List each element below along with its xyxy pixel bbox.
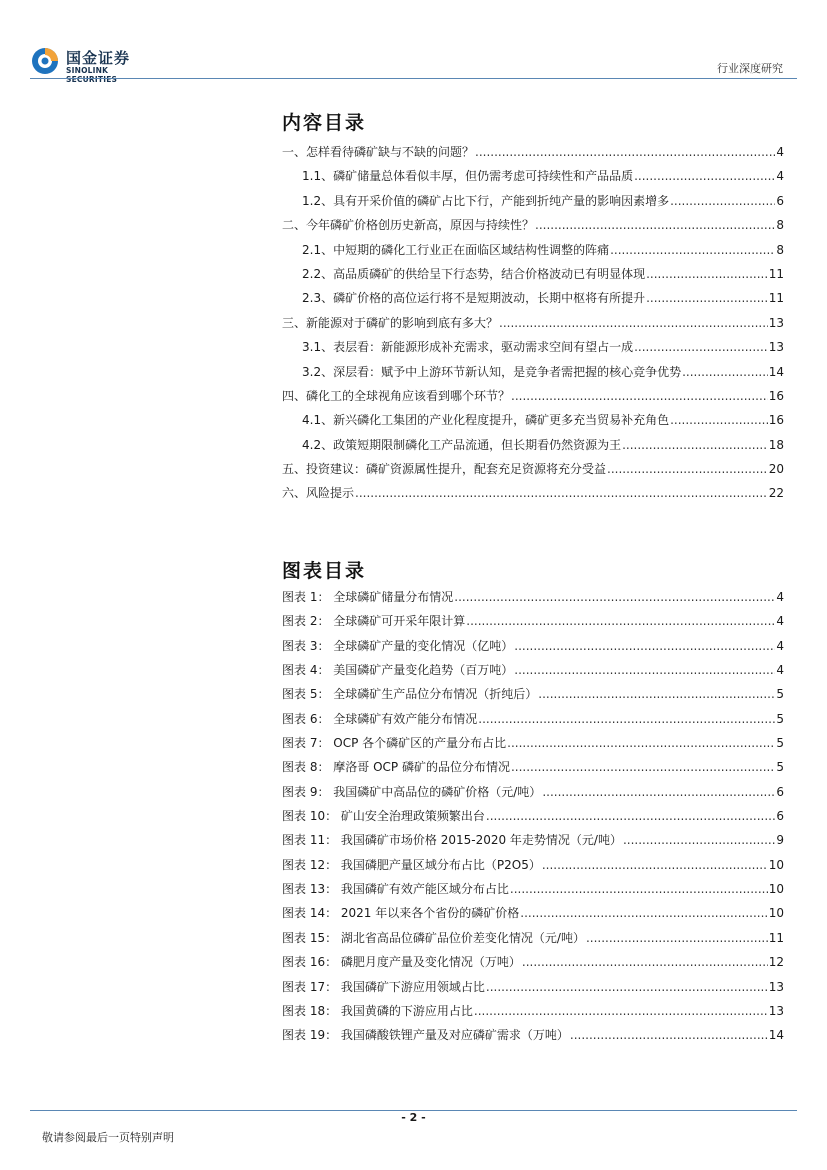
brand-name-en: SINOLINK SECURITIES — [66, 66, 118, 84]
dot-leader — [514, 663, 775, 677]
dot-leader — [511, 760, 775, 774]
entry-page-number: 6 — [776, 809, 784, 824]
toc-entry[interactable] — [282, 486, 784, 510]
entry-page-number: 6 — [776, 193, 784, 208]
brand-name-cn: 国金证券 — [66, 49, 131, 67]
entry-page-number: 5 — [776, 760, 784, 775]
entry-page-number: 14 — [768, 1028, 784, 1043]
entry-label: 4.2、政策短期限制磷化工产品流通，但长期看仍然资源为王 — [302, 437, 622, 452]
figure-entry[interactable] — [282, 809, 784, 833]
dot-leader — [535, 218, 775, 232]
dot-leader — [634, 340, 768, 354]
figure-entry[interactable] — [282, 980, 784, 1004]
entry-label: 图表 19： 我国磷酸铁锂产量及对应磷矿需求（万吨） — [282, 1028, 569, 1043]
toc-list — [282, 145, 784, 511]
dot-leader — [622, 438, 768, 452]
entry-label: 图表 15： 湖北省高品位磷矿品位价差变化情况（元/吨） — [282, 930, 585, 945]
entry-label: 五、投资建议：磷矿资源属性提升，配套充足资源将充分受益 — [282, 462, 607, 477]
entry-label: 3.2、深层看：赋予中上游环节新认知，是竞争者需把握的核心竞争优势 — [302, 364, 682, 379]
toc-entry[interactable] — [282, 389, 784, 413]
figure-entry[interactable] — [282, 712, 784, 736]
entry-page-number: 14 — [768, 364, 784, 379]
figure-entry[interactable] — [282, 1028, 784, 1052]
entry-label: 图表 11： 我国磷矿市场价格 2015-2020 年走势情况（元/吨） — [282, 833, 622, 848]
figure-entry[interactable] — [282, 590, 784, 614]
entry-page-number: 5 — [776, 687, 784, 702]
dot-leader — [520, 906, 767, 920]
toc-entry[interactable] — [282, 438, 784, 462]
toc-entry[interactable] — [282, 365, 784, 389]
entry-label: 2.3、磷矿价格的高位运行将不是短期波动，长期中枢将有所提升 — [302, 291, 646, 306]
toc-entry[interactable] — [282, 267, 784, 291]
figure-entry[interactable] — [282, 639, 784, 663]
dot-leader — [682, 365, 768, 379]
entry-page-number: 12 — [768, 955, 784, 970]
entry-label: 图表 14： 2021 年以来各个省份的磷矿价格 — [282, 906, 520, 921]
entry-page-number: 11 — [768, 930, 784, 945]
entry-page-number: 16 — [768, 388, 784, 403]
figure-entry[interactable] — [282, 906, 784, 930]
dot-leader — [475, 145, 775, 159]
entry-page-number: 16 — [768, 413, 784, 428]
entry-label: 3.1、表层看：新能源形成补充需求，驱动需求空间有望占一成 — [302, 340, 634, 355]
dot-leader — [507, 736, 775, 750]
figure-entry[interactable] — [282, 1004, 784, 1028]
dot-leader — [454, 590, 775, 604]
page-header — [0, 0, 827, 84]
entry-page-number: 6 — [776, 784, 784, 799]
entry-label: 1.1、磷矿储量总体看似丰厚，但仍需考虑可持续性和产品品质 — [302, 169, 634, 184]
toc-entry[interactable] — [282, 194, 784, 218]
entry-label: 4.1、新兴磷化工集团的产业化程度提升，磷矿更多充当贸易补充角色 — [302, 413, 670, 428]
dot-leader — [570, 1028, 768, 1042]
toc-entry[interactable] — [282, 316, 784, 340]
figure-entry[interactable] — [282, 785, 784, 809]
dot-leader — [670, 413, 768, 427]
entry-page-number: 13 — [768, 315, 784, 330]
dot-leader — [466, 614, 775, 628]
entry-page-number: 22 — [768, 486, 784, 501]
dot-leader — [610, 243, 775, 257]
dot-leader — [623, 833, 775, 847]
entry-page-number: 4 — [776, 169, 784, 184]
dot-leader — [511, 389, 768, 403]
entry-label: 2.1、中短期的磷化工行业正在面临区域结构性调整的阵痛 — [302, 242, 610, 257]
dot-leader — [586, 931, 768, 945]
entry-page-number: 13 — [768, 340, 784, 355]
entry-page-number: 4 — [776, 638, 784, 653]
dot-leader — [542, 785, 775, 799]
entry-page-number: 9 — [776, 833, 784, 848]
entry-label: 图表 7： OCP 各个磷矿区的产量分布占比 — [282, 736, 507, 751]
figure-entry[interactable] — [282, 931, 784, 955]
figure-entry[interactable] — [282, 955, 784, 979]
entry-label: 图表 6： 全球磷矿有效产能分布情况 — [282, 711, 478, 726]
toc-entry[interactable] — [282, 169, 784, 193]
figure-entry[interactable] — [282, 614, 784, 638]
toc-entry[interactable] — [282, 145, 784, 169]
entry-page-number: 10 — [768, 857, 784, 872]
entry-page-number: 4 — [776, 614, 784, 629]
dot-leader — [474, 1004, 768, 1018]
entry-label: 图表 8： 摩洛哥 OCP 磷矿的品位分布情况 — [282, 760, 510, 775]
disclaimer-text: 敬请参阅最后一页特别声明 — [42, 1131, 174, 1144]
toc-entry[interactable] — [282, 243, 784, 267]
entry-label: 图表 9： 我国磷矿中高品位的磷矿价格（元/吨） — [282, 784, 542, 799]
entry-label: 2.2、高品质磷矿的供给呈下行态势，结合价格波动已有明显体现 — [302, 266, 646, 281]
toc-entry[interactable] — [282, 291, 784, 315]
figures-title: 图表目录 — [282, 560, 367, 582]
document-type-label: 行业深度研究 — [717, 62, 783, 75]
dot-leader — [486, 980, 768, 994]
entry-page-number: 5 — [776, 711, 784, 726]
figure-entry[interactable] — [282, 833, 784, 857]
dot-leader — [486, 809, 775, 823]
entry-page-number: 20 — [768, 462, 784, 477]
dot-leader — [670, 194, 775, 208]
entry-label: 1.2、具有开采价值的磷矿占比下行，产能到折纯产量的影响因素增多 — [302, 193, 670, 208]
company-logo — [30, 44, 160, 84]
entry-label: 图表 3： 全球磷矿产量的变化情况（亿吨） — [282, 638, 514, 653]
entry-label: 图表 18： 我国黄磷的下游应用占比 — [282, 1003, 473, 1018]
dot-leader — [538, 687, 775, 701]
dot-leader — [514, 639, 775, 653]
figure-entry[interactable] — [282, 663, 784, 687]
entry-page-number: 18 — [768, 437, 784, 452]
entry-page-number: 5 — [776, 736, 784, 751]
page-number: - 2 - — [401, 1111, 426, 1124]
toc-entry[interactable] — [282, 340, 784, 364]
dot-leader — [634, 169, 775, 183]
dot-leader — [646, 291, 768, 305]
entry-page-number: 10 — [768, 906, 784, 921]
entry-label: 四、磷化工的全球视角应该看到哪个环节？ — [282, 388, 511, 403]
entry-label: 图表 10： 矿山安全治理政策频繁出台 — [282, 809, 485, 824]
entry-label: 图表 2： 全球磷矿可开采年限计算 — [282, 614, 466, 629]
entry-page-number: 4 — [776, 663, 784, 678]
entry-page-number: 8 — [776, 218, 784, 233]
dot-leader — [499, 316, 768, 330]
entry-label: 图表 1： 全球磷矿储量分布情况 — [282, 590, 454, 604]
figure-entry[interactable] — [282, 736, 784, 760]
entry-label: 一、怎样看待磷矿缺与不缺的问题？ — [282, 145, 475, 159]
dot-leader — [510, 882, 768, 896]
figure-entry[interactable] — [282, 882, 784, 906]
dot-leader — [646, 267, 768, 281]
sinolink-logo-icon — [30, 46, 60, 76]
entry-label: 图表 5： 全球磷矿生产品位分布情况（折纯后） — [282, 687, 538, 702]
figure-entry[interactable] — [282, 858, 784, 882]
entry-page-number: 11 — [768, 291, 784, 306]
entry-page-number: 8 — [776, 242, 784, 257]
entry-label: 三、新能源对于磷矿的影响到底有多大？ — [282, 315, 499, 330]
toc-entry[interactable] — [282, 218, 784, 242]
dot-leader — [522, 955, 768, 969]
entry-label: 二、今年磷矿价格创历史新高，原因与持续性？ — [282, 218, 535, 233]
entry-page-number: 10 — [768, 882, 784, 897]
entry-label: 图表 12： 我国磷肥产量区域分布占比（P2O5） — [282, 857, 541, 872]
entry-label: 图表 4： 美国磷矿产量变化趋势（百万吨） — [282, 663, 514, 678]
dot-leader — [607, 462, 768, 476]
dot-leader — [355, 486, 768, 500]
entry-label: 六、风险提示 — [282, 486, 355, 501]
entry-page-number: 4 — [776, 145, 784, 159]
dot-leader — [542, 858, 768, 872]
entry-label: 图表 17： 我国磷矿下游应用领域占比 — [282, 979, 485, 994]
dot-leader — [478, 712, 775, 726]
toc-entry[interactable] — [282, 413, 784, 437]
entry-label: 图表 16： 磷肥月度产量及变化情况（万吨） — [282, 955, 521, 970]
entry-page-number: 11 — [768, 266, 784, 281]
figures-list — [282, 590, 784, 1053]
entry-page-number: 4 — [776, 590, 784, 604]
entry-page-number: 13 — [768, 979, 784, 994]
entry-page-number: 13 — [768, 1003, 784, 1018]
header-divider — [30, 78, 797, 79]
toc-title: 内容目录 — [282, 112, 367, 134]
figure-entry[interactable] — [282, 760, 784, 784]
figure-entry[interactable] — [282, 687, 784, 711]
toc-entry[interactable] — [282, 462, 784, 486]
entry-label: 图表 13： 我国磷矿有效产能区域分布占比 — [282, 882, 509, 897]
